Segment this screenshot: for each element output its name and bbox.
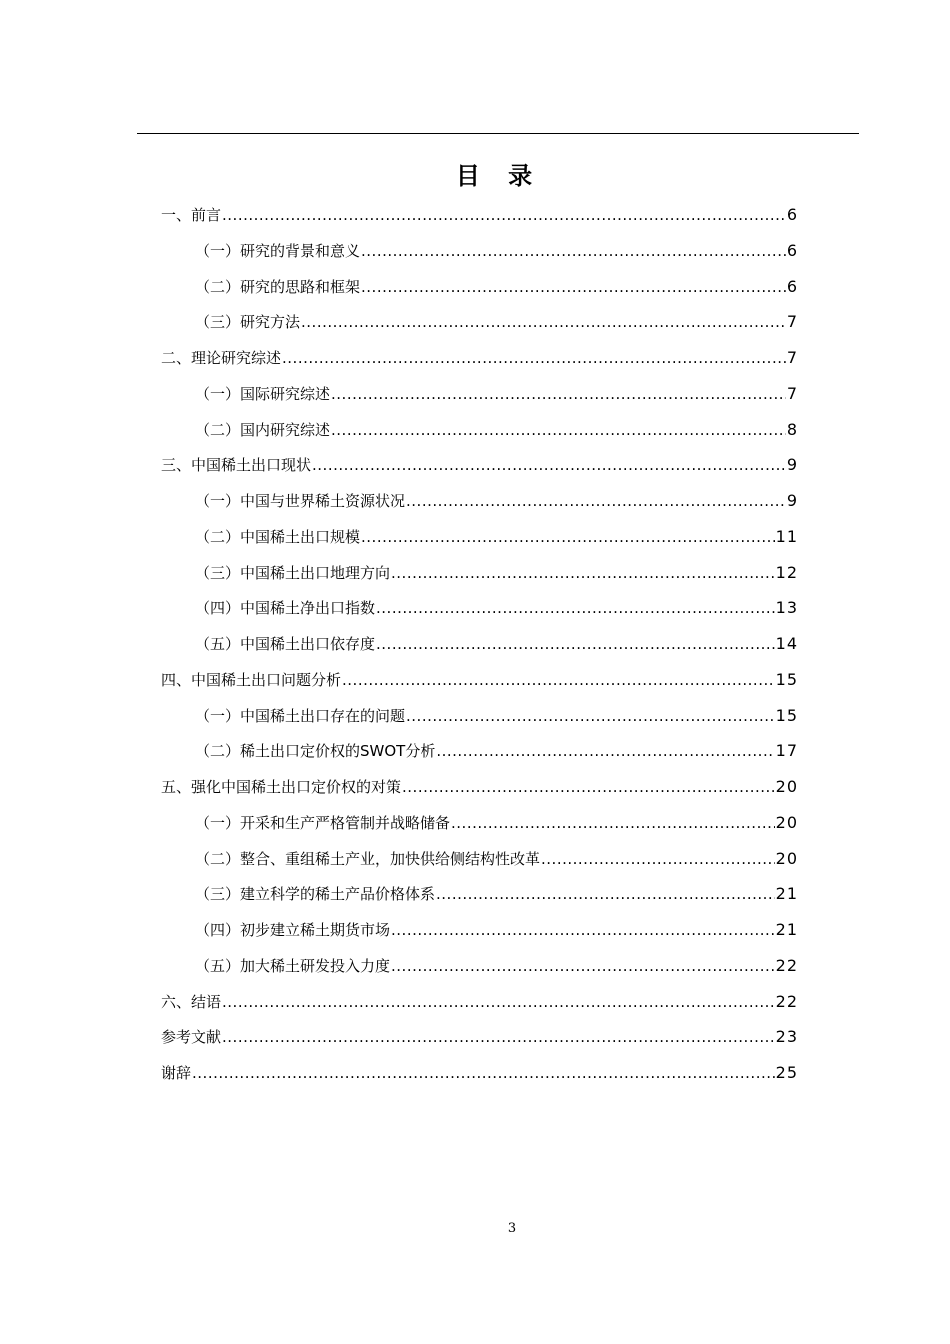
toc-entry[interactable]: [161, 269, 798, 305]
toc-entry-text: （三）建立科学的稀土产品价格体系: [195, 885, 436, 904]
toc-dot-leader: [402, 770, 775, 806]
toc-dot-leader: [312, 448, 786, 484]
toc-entry-text: （四）初步建立稀土期货市场: [195, 921, 391, 939]
toc-dot-leader: [436, 877, 775, 913]
toc-entry[interactable]: [161, 912, 798, 948]
toc-entry-page: 7: [786, 383, 798, 403]
toc-entry-text: 一、前言: [161, 206, 222, 224]
toc-entry[interactable]: [161, 447, 798, 483]
toc-entry-page: 8: [786, 419, 798, 439]
toc-entry[interactable]: [161, 304, 798, 340]
toc-entry-page: 6: [786, 276, 798, 296]
toc-entry[interactable]: [161, 805, 798, 841]
toc-dot-leader: [391, 556, 775, 592]
toc-entry[interactable]: [161, 197, 798, 233]
toc-dot-leader: [282, 341, 786, 377]
toc-entry-page: 11: [775, 526, 798, 546]
toc-entry-text: （五）中国稀土出口依存度: [195, 635, 376, 653]
toc-entry-page: 12: [775, 562, 798, 582]
toc-entry[interactable]: [161, 412, 798, 448]
toc-dot-leader: [361, 520, 775, 556]
toc-entry-page: 6: [786, 240, 798, 260]
toc-dot-leader: [391, 949, 775, 985]
toc-entry[interactable]: [161, 769, 798, 805]
table-of-contents: [161, 197, 798, 1091]
toc-dot-leader: [451, 806, 775, 842]
toc-entry-text: （二）整合、重组稀土产业，加快供给侧结构性改革: [195, 849, 541, 868]
toc-entry[interactable]: [161, 483, 798, 519]
toc-entry-page: 21: [775, 920, 798, 939]
toc-entry-text: 二、理论研究综述: [161, 349, 282, 367]
toc-entry[interactable]: [161, 555, 798, 591]
toc-dot-leader: [436, 734, 774, 770]
toc-entry[interactable]: [161, 340, 798, 376]
toc-dot-leader: [192, 1056, 775, 1092]
toc-dot-leader: [222, 985, 775, 1021]
toc-entry[interactable]: [161, 590, 798, 626]
toc-dot-leader: [342, 663, 775, 699]
header-rule: [137, 133, 859, 134]
toc-entry-page: 14: [775, 634, 798, 653]
toc-entry-text: （二）研究的思路和框架: [195, 277, 361, 296]
toc-entry-text: （五）加大稀土研发投入力度: [195, 956, 391, 975]
toc-entry-text: （四）中国稀土净出口指数: [195, 599, 376, 618]
toc-dot-leader: [222, 198, 786, 234]
toc-entry[interactable]: [161, 948, 798, 984]
toc-entry-page: 7: [786, 312, 798, 332]
toc-entry[interactable]: [161, 1055, 798, 1091]
page-number: 3: [507, 1221, 517, 1236]
toc-entry[interactable]: [161, 662, 798, 698]
toc-dot-leader: [222, 1020, 775, 1056]
toc-entry-page: 20: [775, 848, 798, 868]
toc-entry-text: 三、中国稀土出口现状: [161, 456, 312, 475]
toc-entry-page: 23: [775, 1027, 798, 1047]
toc-entry[interactable]: [161, 876, 798, 912]
toc-entry-page: 22: [775, 955, 798, 975]
toc-entry[interactable]: [161, 698, 798, 734]
toc-dot-leader: [361, 270, 786, 306]
toc-entry[interactable]: [161, 1019, 798, 1055]
toc-entry[interactable]: [161, 233, 798, 269]
toc-entry-page: 9: [786, 491, 798, 510]
toc-entry-page: 6: [786, 205, 798, 224]
toc-dot-leader: [376, 591, 775, 627]
toc-entry-page: 15: [775, 669, 798, 689]
toc-title: 目 录: [455, 162, 543, 190]
toc-entry[interactable]: [161, 376, 798, 412]
toc-entry-text: （二）中国稀土出口规模: [195, 527, 361, 546]
toc-dot-leader: [391, 913, 775, 949]
toc-entry[interactable]: [161, 626, 798, 662]
toc-dot-leader: [406, 484, 786, 520]
toc-entry-text: （二）国内研究综述: [195, 420, 331, 439]
toc-entry-text: （一）开采和生产严格管制并战略储备: [195, 813, 451, 832]
toc-entry-page: 25: [775, 1063, 798, 1082]
toc-dot-leader: [301, 305, 786, 341]
toc-dot-leader: [331, 377, 786, 413]
toc-entry-text: （二）稀土出口定价权的SWOT分析: [195, 742, 436, 761]
toc-dot-leader: [331, 413, 786, 449]
toc-dot-leader: [376, 627, 775, 663]
toc-dot-leader: [406, 699, 775, 735]
toc-entry-page: 13: [775, 598, 798, 618]
toc-entry[interactable]: [161, 519, 798, 555]
toc-entry-text: 参考文献: [161, 1028, 222, 1047]
toc-entry-page: 20: [775, 777, 798, 796]
toc-entry-text: 五、强化中国稀土出口定价权的对策: [161, 778, 402, 796]
toc-entry-page: 22: [775, 991, 798, 1011]
toc-dot-leader: [361, 234, 786, 270]
toc-entry-text: （一）中国稀土出口存在的问题: [195, 706, 406, 725]
toc-entry-page: 17: [775, 741, 798, 761]
toc-entry-page: 7: [786, 348, 798, 367]
toc-entry[interactable]: [161, 984, 798, 1020]
toc-entry-text: （三）中国稀土出口地理方向: [195, 563, 391, 582]
toc-entry-text: （一）国际研究综述: [195, 384, 331, 403]
toc-entry-page: 20: [775, 812, 798, 832]
toc-entry-page: 21: [775, 884, 798, 904]
toc-entry-page: 9: [786, 455, 798, 475]
toc-entry-text: 谢辞: [161, 1064, 192, 1082]
toc-entry-page: 15: [775, 705, 798, 725]
toc-entry-text: 四、中国稀土出口问题分析: [161, 670, 342, 689]
toc-entry-text: （一）中国与世界稀土资源状况: [195, 492, 406, 510]
toc-dot-leader: [541, 842, 775, 878]
toc-entry[interactable]: [161, 841, 798, 877]
toc-entry-text: 六、结语: [161, 992, 222, 1011]
toc-entry-text: （一）研究的背景和意义: [195, 241, 361, 260]
toc-entry-text: （三）研究方法: [195, 313, 301, 332]
toc-entry[interactable]: [161, 733, 798, 769]
